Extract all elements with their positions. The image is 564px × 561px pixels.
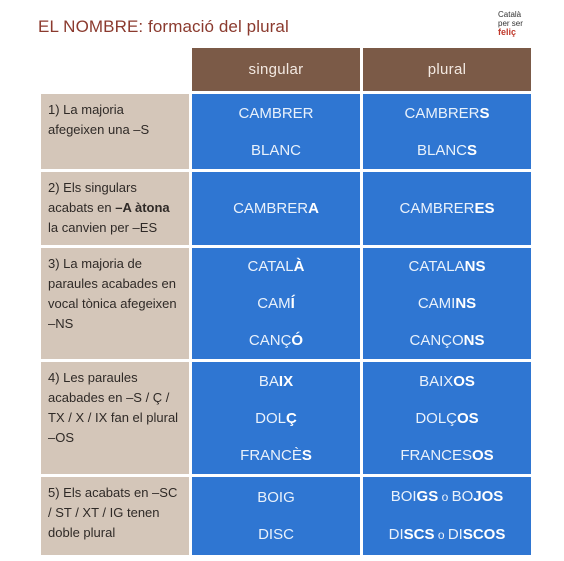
plural-table xyxy=(38,45,534,558)
plural-cell-1 xyxy=(363,94,531,169)
rule-1: 1) La majoria afegeixen una –S xyxy=(41,94,189,169)
logo-line-1: Català xyxy=(498,10,522,19)
plural-cell-5 xyxy=(363,477,531,555)
word: CAMINS xyxy=(417,295,477,312)
word: BAIX xyxy=(258,372,294,390)
word: BLANC xyxy=(250,141,302,159)
word: CATALANS xyxy=(408,258,486,275)
plural-cell-2 xyxy=(363,172,531,245)
header-blank xyxy=(41,48,189,91)
word: FRANCÈS xyxy=(240,446,312,464)
logo-line-2: per ser xyxy=(498,19,523,28)
word: CANÇONS xyxy=(409,332,485,349)
table-row xyxy=(41,248,531,359)
word: DOLÇOS xyxy=(415,409,479,427)
rule-4: 4) Les paraules acabades en –S / Ç / TX / X / IX fan el plural –OS xyxy=(41,362,189,474)
page-title xyxy=(38,17,289,37)
plural-cell-3 xyxy=(363,248,531,359)
rule-5: 5) Els acabats en –SC / ST / XT / IG tenen doble plural xyxy=(41,477,189,555)
rule-2: 2) Els singulars acabats en –A àtona la canvien per –ES xyxy=(41,172,189,245)
plural-cell-4 xyxy=(363,362,531,474)
word: BAIXOS xyxy=(419,372,475,390)
table-row xyxy=(41,362,531,474)
word: BOIG xyxy=(257,489,295,506)
header-row xyxy=(41,48,531,91)
word: DISCS o DISCOS xyxy=(388,526,506,543)
singular-cell-5 xyxy=(192,477,360,555)
word: CAMBRER xyxy=(238,104,314,122)
logo xyxy=(498,10,548,37)
title-prefix: EL NOMBRE: xyxy=(38,17,144,36)
singular-cell-3 xyxy=(192,248,360,359)
singular-cell-1 xyxy=(192,94,360,169)
rule-3: 3) La majoria de paraules acabades en vocal tònica afegeixen –NS xyxy=(41,248,189,359)
word: CANÇÓ xyxy=(248,332,304,349)
word: CAMÍ xyxy=(257,295,295,312)
word: BOIGS o BOJOS xyxy=(390,488,504,505)
word: DISC xyxy=(258,526,294,543)
table-row xyxy=(41,477,531,555)
title-rest: formació del plural xyxy=(143,17,289,36)
table-row xyxy=(41,94,531,169)
singular-cell-2 xyxy=(192,172,360,245)
word: BLANCS xyxy=(416,141,478,159)
word: FRANCESOS xyxy=(400,446,494,464)
table-row xyxy=(41,172,531,245)
word: CAMBRERS xyxy=(404,104,490,122)
word: CATALÀ xyxy=(247,258,305,275)
header-singular: singular xyxy=(192,48,360,91)
header-plural: plural xyxy=(363,48,531,91)
singular-cell-4 xyxy=(192,362,360,474)
word: DOLÇ xyxy=(255,409,297,427)
word: CAMBRERES xyxy=(399,200,495,217)
word: CAMBRERA xyxy=(233,200,319,217)
logo-line-3: feliç xyxy=(498,27,517,37)
